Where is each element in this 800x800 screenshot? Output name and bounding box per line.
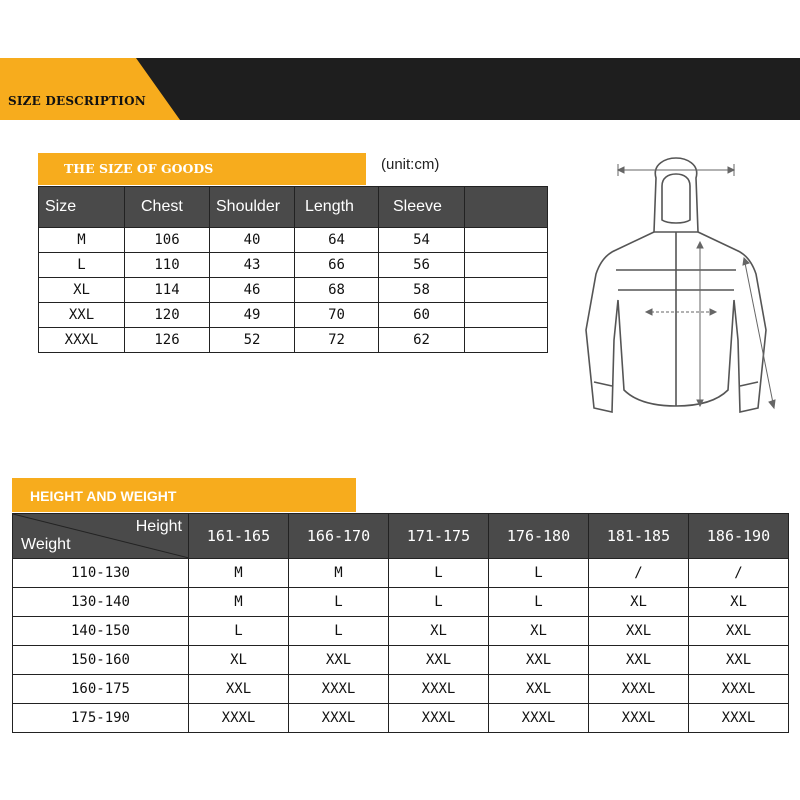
measure-cell: 40	[210, 228, 295, 253]
recommended-size-cell: XXXL	[189, 704, 289, 733]
jacket-measurement-diagram-icon	[576, 150, 776, 430]
recommended-size-cell: XXL	[389, 646, 489, 675]
measure-cell: 114	[125, 278, 210, 303]
measure-cell: 64	[295, 228, 379, 253]
size-row	[39, 253, 548, 278]
header-shoulder: Shoulder	[210, 187, 295, 228]
recommended-size-cell: XXL	[689, 646, 789, 675]
measure-cell: 120	[125, 303, 210, 328]
measure-cell: 126	[125, 328, 210, 353]
recommended-size-cell: XXL	[589, 646, 689, 675]
measure-cell: 56	[379, 253, 465, 278]
recommended-size-cell: M	[189, 559, 289, 588]
header-chest: Chest	[125, 187, 210, 228]
recommended-size-cell: XXL	[189, 675, 289, 704]
hw-row	[13, 617, 789, 646]
recommended-size-cell: M	[289, 559, 389, 588]
hw-section-title: HEIGHT AND WEIGHT	[30, 488, 177, 504]
recommended-size-cell: XXXL	[289, 675, 389, 704]
recommended-size-cell: XXXL	[489, 704, 589, 733]
recommended-size-cell: /	[689, 559, 789, 588]
hw-row	[13, 588, 789, 617]
recommended-size-cell: XXL	[489, 646, 589, 675]
weight-cell: 175-190	[13, 704, 189, 733]
measure-cell	[465, 278, 548, 303]
recommended-size-cell: XXXL	[689, 704, 789, 733]
measure-cell: 68	[295, 278, 379, 303]
recommended-size-cell: XL	[689, 588, 789, 617]
recommended-size-cell: XXXL	[389, 704, 489, 733]
recommended-size-cell: L	[389, 559, 489, 588]
height-weight-table	[12, 513, 789, 733]
measure-cell: 110	[125, 253, 210, 278]
hw-row	[13, 675, 789, 704]
corner-weight-label: Weight	[21, 536, 71, 553]
height-col-header: 176-180	[489, 514, 589, 559]
measure-cell: 72	[295, 328, 379, 353]
recommended-size-cell: L	[489, 559, 589, 588]
size-cell: XXL	[39, 303, 125, 328]
size-table-header-row	[39, 187, 548, 228]
measure-cell: 54	[379, 228, 465, 253]
size-cell: L	[39, 253, 125, 278]
measure-cell: 58	[379, 278, 465, 303]
measure-cell	[465, 253, 548, 278]
header-blank	[465, 187, 548, 228]
hw-header-row	[13, 514, 789, 559]
top-banner	[0, 58, 800, 120]
recommended-size-cell: L	[289, 588, 389, 617]
weight-cell: 140-150	[13, 617, 189, 646]
height-col-header: 186-190	[689, 514, 789, 559]
unit-label: (unit:cm)	[381, 156, 440, 173]
size-row	[39, 328, 548, 353]
measure-cell: 62	[379, 328, 465, 353]
size-table	[38, 186, 548, 353]
measure-cell: 60	[379, 303, 465, 328]
size-row	[39, 228, 548, 253]
measure-cell: 52	[210, 328, 295, 353]
measure-cell: 106	[125, 228, 210, 253]
weight-cell: 130-140	[13, 588, 189, 617]
size-cell: M	[39, 228, 125, 253]
goods-section-header	[38, 153, 366, 185]
goods-section-title: THE SIZE OF GOODS	[64, 161, 214, 176]
measure-cell	[465, 228, 548, 253]
height-col-header: 161-165	[189, 514, 289, 559]
recommended-size-cell: L	[389, 588, 489, 617]
recommended-size-cell: L	[289, 617, 389, 646]
recommended-size-cell: XXXL	[289, 704, 389, 733]
size-row	[39, 278, 548, 303]
height-col-header: 171-175	[389, 514, 489, 559]
recommended-size-cell: XXXL	[589, 675, 689, 704]
measure-cell: 43	[210, 253, 295, 278]
weight-cell: 110-130	[13, 559, 189, 588]
recommended-size-cell: XL	[389, 617, 489, 646]
recommended-size-cell: XXL	[589, 617, 689, 646]
recommended-size-cell: /	[589, 559, 689, 588]
recommended-size-cell: L	[189, 617, 289, 646]
measure-cell	[465, 303, 548, 328]
size-cell: XXXL	[39, 328, 125, 353]
measure-cell: 66	[295, 253, 379, 278]
recommended-size-cell: XL	[489, 617, 589, 646]
recommended-size-cell: L	[489, 588, 589, 617]
header-sleeve: Sleeve	[379, 187, 465, 228]
measure-cell	[465, 328, 548, 353]
header-length: Length	[295, 187, 379, 228]
size-row	[39, 303, 548, 328]
recommended-size-cell: XL	[589, 588, 689, 617]
recommended-size-cell: XXXL	[389, 675, 489, 704]
hw-row	[13, 646, 789, 675]
hw-row	[13, 704, 789, 733]
measure-cell: 46	[210, 278, 295, 303]
banner-title: SIZE DESCRIPTION	[8, 94, 146, 108]
height-col-header: 181-185	[589, 514, 689, 559]
header-size: Size	[39, 187, 125, 228]
recommended-size-cell: XL	[189, 646, 289, 675]
recommended-size-cell: XXXL	[689, 675, 789, 704]
recommended-size-cell: M	[189, 588, 289, 617]
measure-cell: 49	[210, 303, 295, 328]
corner-height-label: Height	[135, 518, 182, 535]
height-col-header: 166-170	[289, 514, 389, 559]
measure-cell: 70	[295, 303, 379, 328]
hw-section-header	[12, 478, 356, 512]
recommended-size-cell: XXXL	[589, 704, 689, 733]
size-cell: XL	[39, 278, 125, 303]
weight-cell: 160-175	[13, 675, 189, 704]
recommended-size-cell: XXL	[489, 675, 589, 704]
hw-row	[13, 559, 789, 588]
recommended-size-cell: XXL	[689, 617, 789, 646]
weight-cell: 150-160	[13, 646, 189, 675]
recommended-size-cell: XXL	[289, 646, 389, 675]
hw-corner-cell	[13, 514, 189, 559]
